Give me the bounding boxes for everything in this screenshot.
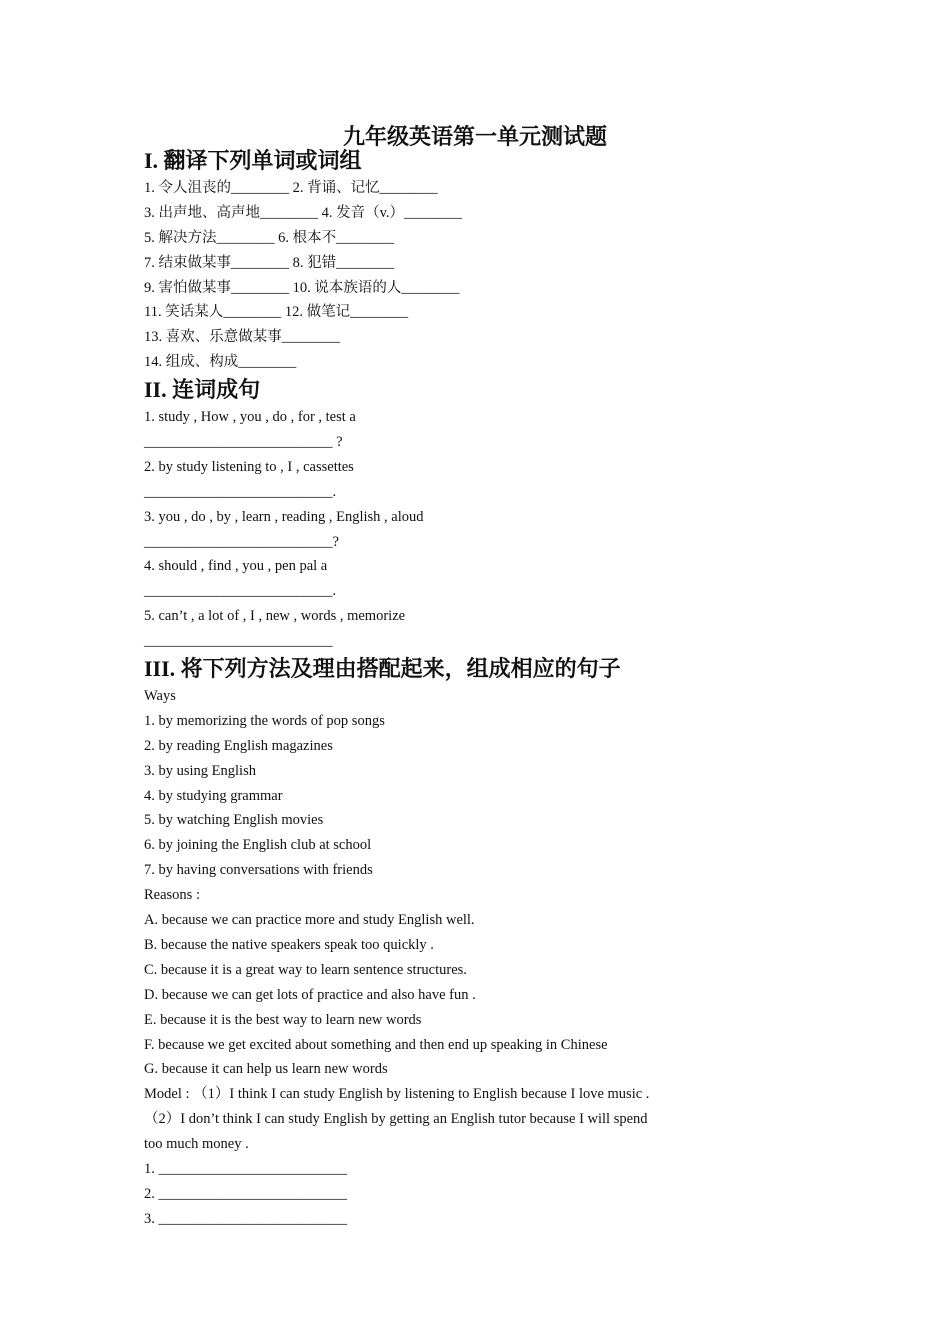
text-line: 9. 害怕做某事________ 10. 说本族语的人________ — [144, 279, 460, 296]
text-line: __________________________ ? — [144, 434, 343, 451]
text-line: G. because it can help us learn new words — [144, 1061, 388, 1078]
text-line: 2. __________________________ — [144, 1185, 347, 1202]
text-line: （2）I don’t think I can study English by getting an English tutor because I will spend — [144, 1111, 648, 1128]
text-line: 3. by using English — [144, 762, 256, 779]
text-line: 3. 出声地、高声地________ 4. 发音（v.）________ — [144, 204, 463, 221]
text-line: 5. can’t , a lot of , I , new , words , memorize — [144, 608, 406, 625]
text-line: 1. 令人沮丧的________ 2. 背诵、记忆________ — [144, 180, 438, 196]
text-line: 1. __________________________ — [144, 1160, 347, 1177]
text-line: 11. 笑话某人________ 12. 做笔记________ — [144, 304, 409, 321]
document-body — [144, 146, 844, 1232]
section-heading: I. 翻译下列单词或词组 — [144, 148, 362, 173]
text-line: 3. __________________________ — [144, 1210, 347, 1227]
text-line: 1. by memorizing the words of pop songs — [144, 712, 385, 729]
text-line: __________________________ — [144, 633, 333, 650]
text-line: 2. by study listening to , I , cassettes — [144, 458, 354, 475]
text-line: 13. 喜欢、乐意做某事________ — [144, 329, 340, 346]
text-line: 7. by having conversations with friends — [144, 862, 373, 879]
text-line: Ways — [144, 688, 176, 705]
text-line: 6. by joining the English club at school — [144, 837, 372, 854]
text-line: C. because it is a great way to learn sentence structures. — [144, 961, 467, 978]
text-line: 2. by reading English magazines — [144, 737, 333, 754]
text-line: too much money . — [144, 1136, 249, 1153]
text-line: 1. study , How , you , do , for , test a — [144, 409, 356, 426]
text-line: 5. 解决方法________ 6. 根本不________ — [144, 229, 395, 246]
text-line: 4. should , find , you , pen pal a — [144, 558, 328, 575]
section-2 — [144, 375, 844, 654]
section-heading: III. 将下列方法及理由搭配起来，组成相应的句子 — [144, 656, 621, 682]
text-line: __________________________? — [144, 533, 339, 550]
text-line: Reasons : — [144, 887, 200, 904]
section-3 — [144, 654, 844, 1232]
text-line: 4. by studying grammar — [144, 787, 283, 804]
text-line: B. because the native speakers speak too quickly . — [144, 936, 434, 953]
text-line: Model : （1）I think I can study English by listening to English because I love music . — [144, 1086, 650, 1103]
section-heading: II. 连词成句 — [144, 377, 261, 403]
text-line: 14. 组成、构成________ — [144, 354, 297, 371]
text-line: A. because we can practice more and study English well. — [144, 912, 475, 929]
text-line: 3. you , do , by , learn , reading , English , aloud — [144, 508, 424, 525]
text-line: __________________________. — [144, 483, 337, 500]
text-line: __________________________. — [144, 583, 337, 600]
section-1 — [144, 146, 844, 375]
text-line: 5. by watching English movies — [144, 812, 324, 829]
text-line: 7. 结束做某事________ 8. 犯错________ — [144, 254, 395, 271]
page-title: 九年级英语第一单元测试题 — [342, 124, 607, 149]
text-line: D. because we can get lots of practice and also have fun . — [144, 986, 476, 1003]
text-line: E. because it is the best way to learn new words — [144, 1011, 422, 1028]
text-line: F. because we get excited about something and then end up speaking in Chinese — [144, 1036, 608, 1053]
